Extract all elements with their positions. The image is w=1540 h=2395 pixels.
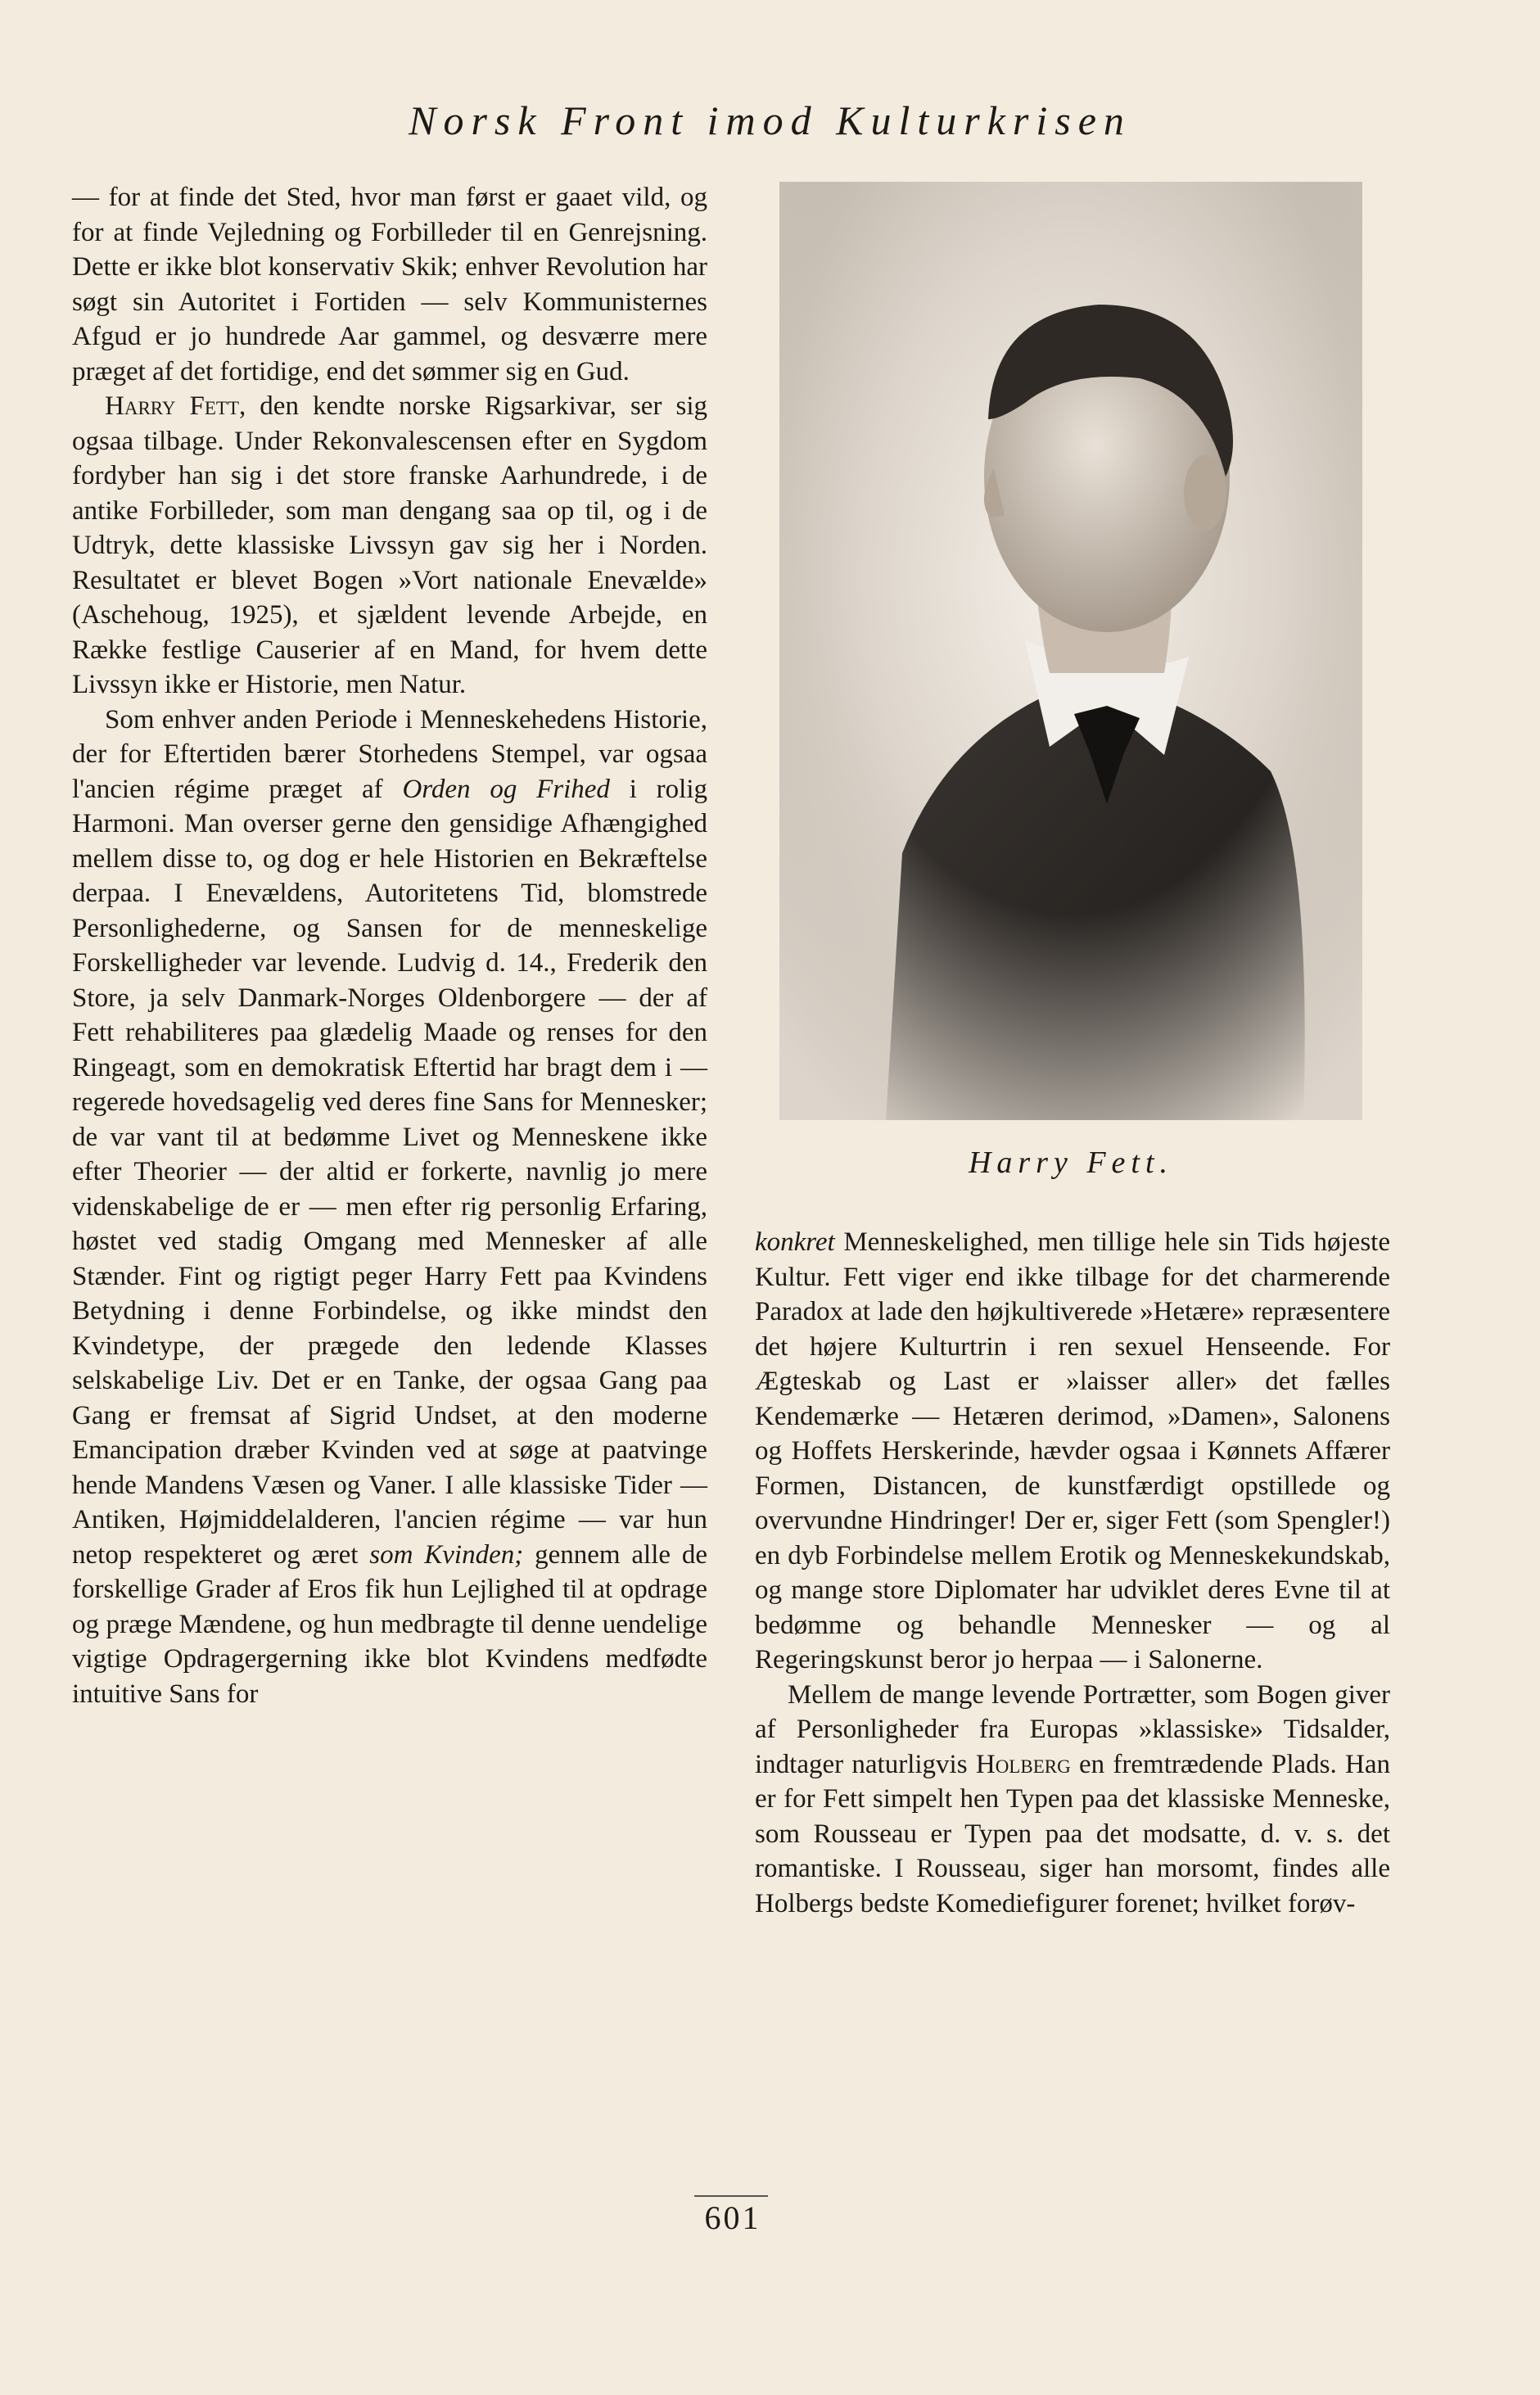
page-number: 601 (704, 2199, 761, 2236)
photo-caption: Harry Fett. (968, 1146, 1174, 1180)
paragraph (755, 1678, 1390, 1922)
small-caps-name: Harry Fett (105, 391, 240, 421)
paragraph (755, 1225, 1390, 1678)
italic-text: Orden og Frihed (402, 774, 610, 804)
portrait-illustration (779, 182, 1362, 1120)
text-run: Mellem de mange levende Portrætter, som Bogen giver af Personligheder fra Europas »klassiske» Tidsalder, indtager naturligvis (755, 1679, 1390, 1779)
text-run: gennem alle de forskellige Grader af Eros fik hun Lejlighed til at opdrage og præge Mændene, og hun medbragte til denne uendelige vigtige Opdragergerning ikke blot Kvindens medfødte intuitive Sans for (72, 1539, 707, 1709)
left-column (72, 180, 707, 1711)
running-head: Norsk Front imod Kulturkrisen (409, 97, 1131, 143)
italic-text: som Kvinden; (369, 1539, 524, 1570)
text-run: Menneskelighed, men tillige hele sin Tids højeste Kultur. Fett viger end ikke tilbage for det charmerende Paradox at lade den højkultiverede »Hetære» repræsentere det højere Kulturtrin i ren sexuel Henseende. For Ægteskab og Last er »laisser aller» det fælles Kendemærke — Hetæren derimod, »Damen», Salonens og Hoffets Herskerinde, hævder ogsaa i Kønnets Affærer Formen, Distancen, de kunstfærdigt opstillede og overvundne Hindringer! Der er, siger Fett (som Spengler!) en dyb Forbindelse mellem Erotik og Menneskekundskab, og mange store Diplomater har udviklet deres Evne til at bedømme og behandle Mennesker — og al Regeringskunst beror jo herpaa — i Salonerne. (755, 1227, 1390, 1674)
text-run: , den kendte norske Rigsarkivar, ser sig ogsaa tilbage. Under Rekonvalescensen efter en Sygdom fordyber han sig i det store franske Aarhundrede, i de antike Forbilleder, som man dengang saa op til, og i de Udtryk, dette klassiske Livssyn gav sig her i Norden. Resultatet er blevet Bogen »Vort nationale Enevælde» (Aschehoug, 1925), et sjældent levende Arbejde, en Række festlige Causerier af en Mand, for hvem dette Livssyn ikke er Historie, men Natur. (72, 391, 708, 699)
text-run: — for at finde det Sted, hvor man først er gaaet vild, og for at finde Vejledning og Forbilleder til en Genrejsning. Dette er ikke blot konservativ Skik; enhver Revolution har søgt sin Autoritet i Fortiden — selv Kommunisternes Afgud er jo hundrede Aar gammel, og desværre mere præget af det fortidige, end det sømmer sig en Gud. (72, 183, 707, 386)
right-column (755, 1225, 1390, 1921)
page-number-rule (694, 2195, 768, 2197)
italic-text: konkret (755, 1227, 835, 1257)
paragraph (72, 703, 707, 1712)
paragraph (72, 180, 707, 389)
text-run: i rolig Harmoni. Man overser gerne den gensidige Afhængighed mellem disse to, og dog er hele Historien en Bekræftelse derpaa. I Enevældens, Autoritetens Tid, blomstrede Personlighederne, og Sansen for de menneskelige Forskelligheder var levende. Ludvig d. 14., Frederik den Store, ja selv Danmark-Norges Oldenborgere — der af Fett rehabiliteres paa glædelig Maade og renses for den Ringeagt, som en demokratisk Eftertid har bragt dem i — regerede hovedsagelig ved deres fine Sans for Mennesker; de var vant til at bedømme Livet og Menneskene ikke efter Theorier — der altid er forkerte, navnlig jo mere videnskabelige de er — men efter rig personlig Erfaring, høstet ved stadig Omgang med Mennesker af alle Stænder. Fint og rigtigt peger Harry Fett paa Kvindens Betydning i denne Forbindelse, og ikke mindst den Kvindetype, der prægede den ledende Klasses selskabelige Liv. Det er en Tanke, der ogsaa Gang paa Gang er fremsat af Sigrid Undset, at den moderne Emancipation dræber Kvinden ved at søge at paatvinge hende Mandens Væsen og Vaner. I alle klassiske Tider — Antiken, Højmiddelalderen, l'ancien régime — var hun netop respekteret og æret (72, 774, 707, 1570)
text-run: en fremtrædende Plads. Han er for Fett simpelt hen Typen paa det klassiske Menneske, som Rousseau er Typen paa det modsatte, d. v. s. det romantiske. I Rousseau, siger han morsomt, findes alle Holbergs bedste Komediefigurer forenet; hvilket forøv- (755, 1749, 1390, 1918)
paragraph (72, 389, 707, 703)
portrait-photo (779, 182, 1362, 1120)
small-caps-name: Holberg (975, 1749, 1071, 1779)
text-run: Som enhver anden Periode i Menneskehedens Historie, der for Eftertiden bærer Storhedens Stempel, var ogsaa l'ancien régime præget af (72, 704, 707, 804)
